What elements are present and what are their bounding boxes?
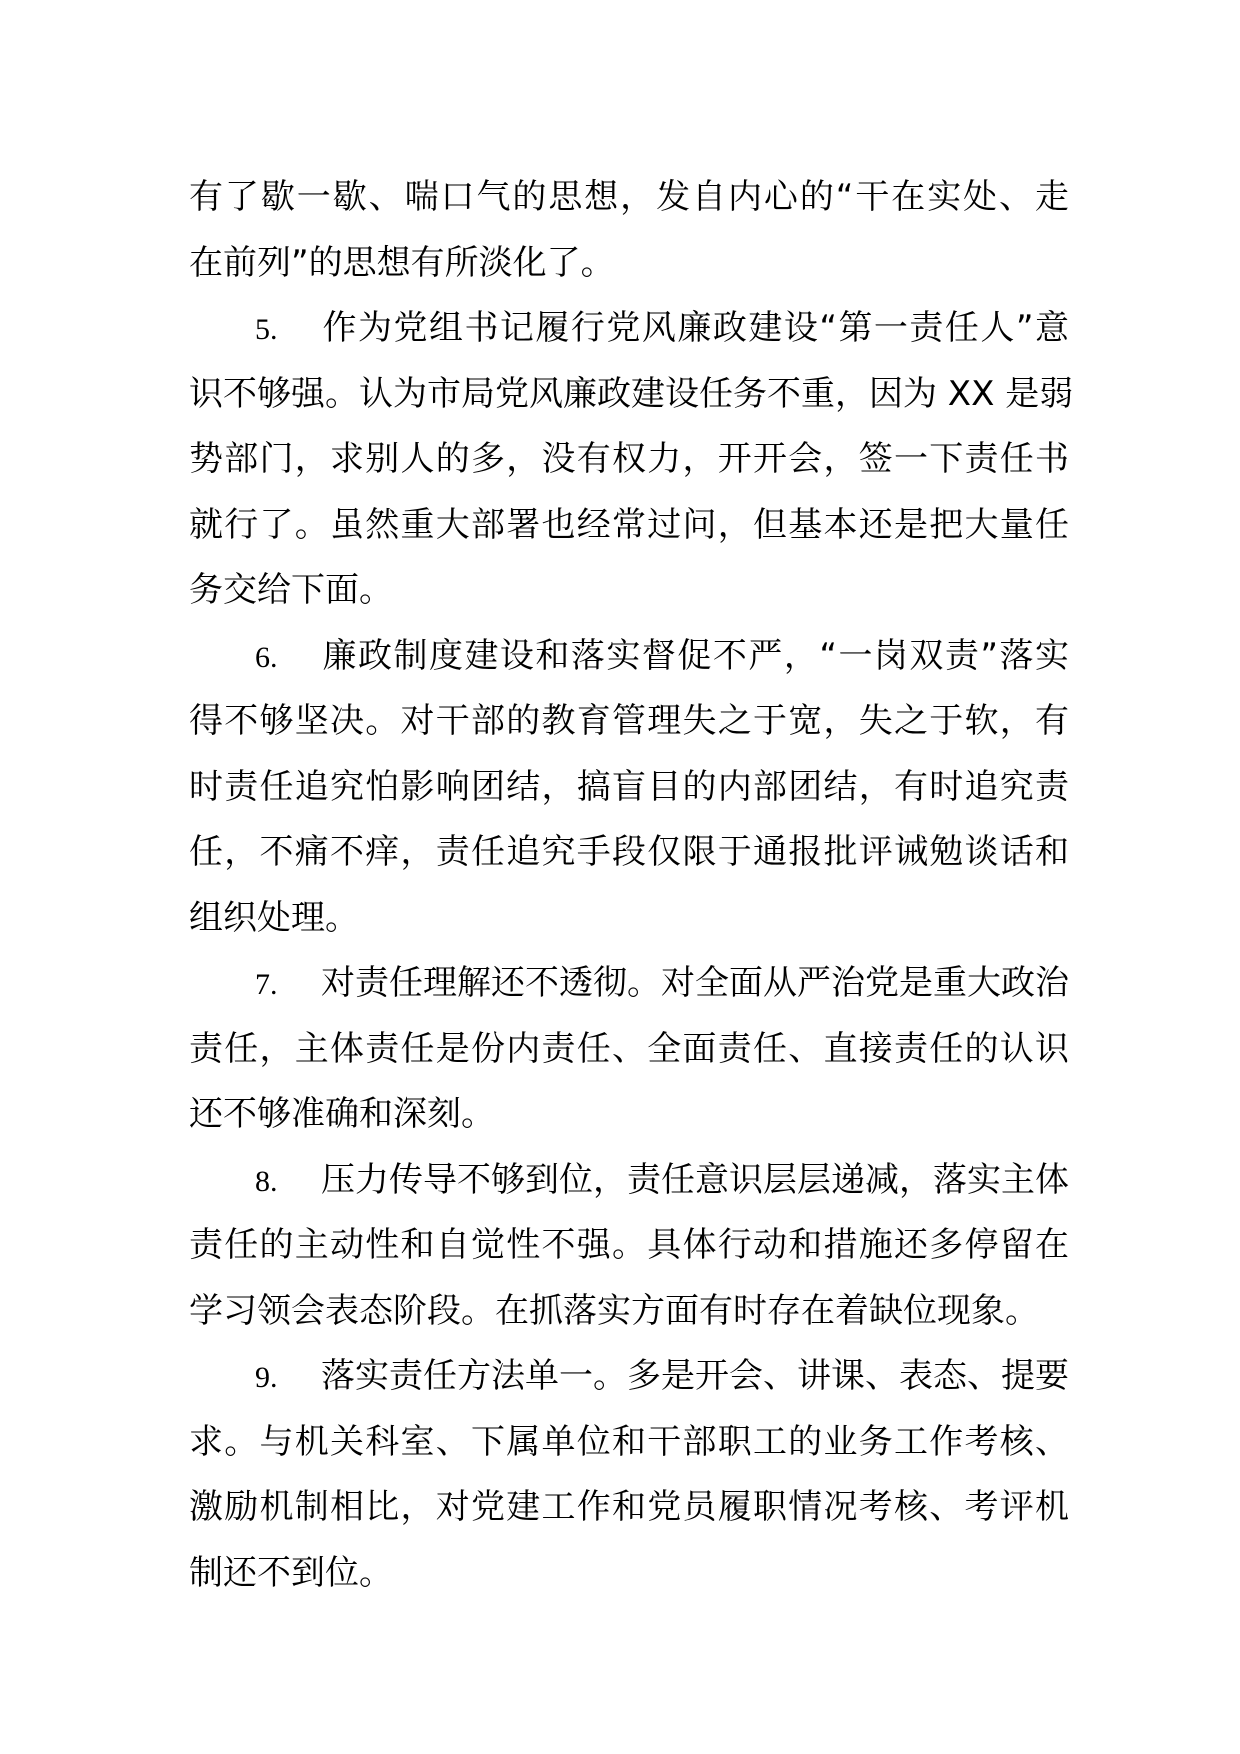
text-line: 激励机制相比，对党建工作和党员履职情况考核、考评机 — [189, 1487, 1069, 1527]
text-line: 制还不到位。 — [189, 1552, 393, 1593]
list-item-first-line — [189, 624, 1069, 690]
text-line: 在前列”的思想有所淡化了。 — [189, 242, 615, 283]
text-line: 时责任追究怕影响团结，搞盲目的内部团结，有时追究责 — [189, 766, 1069, 807]
list-item-first-line — [189, 1344, 1069, 1410]
list-item-7 — [189, 951, 1069, 1148]
list-item-first-line — [189, 951, 1069, 1017]
text-line: 就行了。虽然重大部署也经常过问，但基本还是把大量任 — [189, 504, 1069, 545]
text-line: 压力传导不够到位，责任意识层层递减，落实主体 — [321, 1159, 1069, 1200]
text-line: 责任，主体责任是份内责任、全面责任、直接责任的认识 — [189, 1028, 1069, 1069]
list-item-first-line — [189, 1148, 1069, 1214]
text-line: 对责任理解还不透彻。对全面从严治党是重大政治 — [321, 963, 1069, 1003]
list-item-5 — [189, 296, 1074, 624]
list-item-9 — [189, 1344, 1069, 1606]
text-line: 势部门，求别人的多，没有权力，开开会，签一下责任书 — [189, 439, 1069, 479]
text-line: 识不够强。认为市局党风廉政建设任务不重，因为 XX 是弱 — [189, 373, 1074, 414]
text-line: 求。与机关科室、下属单位和干部职工的业务工作考核、 — [189, 1421, 1069, 1462]
document-body — [189, 165, 1074, 1606]
list-item-number: 8. — [255, 1164, 278, 1198]
list-item-first-line — [189, 296, 1069, 362]
text-line: 得不够坚决。对干部的教育管理失之于宽，失之于软，有 — [189, 701, 1069, 741]
list-item-number: 9. — [255, 1361, 278, 1394]
list-item-6 — [189, 624, 1069, 952]
text-line: 作为党组书记履行党风廉政建设“第一责任人”意 — [321, 308, 1069, 348]
text-line: 责任的主动性和自觉性不强。具体行动和措施还多停留在 — [189, 1225, 1069, 1265]
text-line: 还不够准确和深刻。 — [189, 1094, 495, 1134]
text-line: 廉政制度建设和落实督促不严，“一岗双责”落实 — [321, 635, 1069, 676]
text-line: 组织处理。 — [189, 897, 359, 938]
text-line: 任，不痛不痒，责任追究手段仅限于通报批评诫勉谈话和 — [189, 832, 1069, 872]
list-item-8 — [189, 1148, 1069, 1345]
text-line: 有了歇一歇、喘口气的思想，发自内心的“干在实处、走 — [189, 177, 1069, 217]
list-item-number: 6. — [255, 640, 278, 674]
list-item-number: 5. — [255, 313, 278, 346]
text-line: 学习领会表态阶段。在抓落实方面有时存在着缺位现象。 — [189, 1290, 1039, 1331]
list-item-number: 7. — [255, 968, 278, 1001]
text-line: 务交给下面。 — [189, 570, 393, 610]
text-line: 落实责任方法单一。多是开会、讲课、表态、提要 — [321, 1356, 1069, 1396]
paragraph-intro — [189, 165, 1069, 296]
